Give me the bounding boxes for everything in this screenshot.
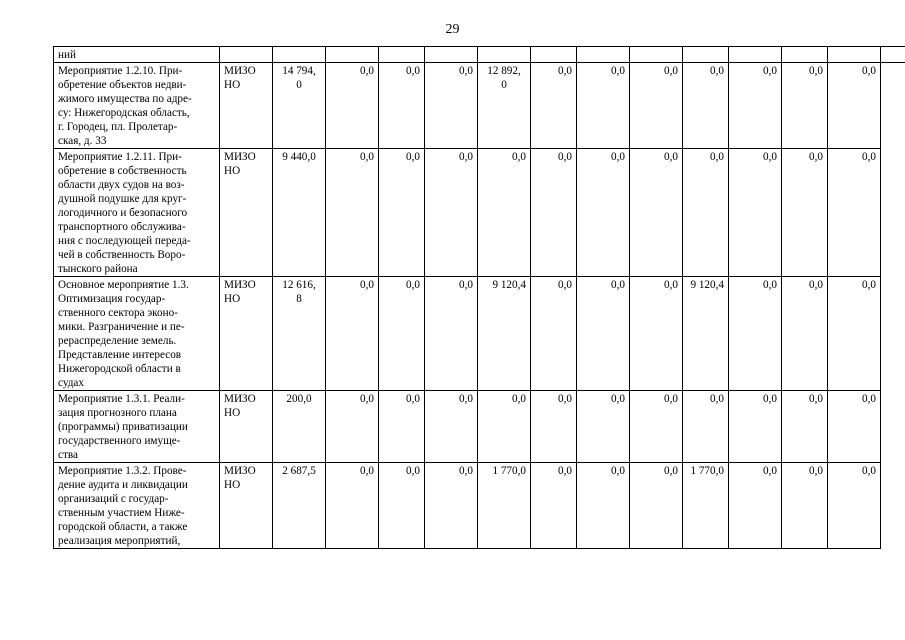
cell-line: 0,0 (459, 393, 473, 405)
table-row-continuation (54, 47, 905, 63)
value-cell (577, 391, 630, 463)
cell-line: 0,0 (809, 393, 823, 405)
cell-line: Мероприятие 1.3.2. Прове- (58, 465, 187, 477)
cell-line: реализация мероприятий, (58, 535, 181, 547)
value-cell (531, 149, 577, 277)
cell-line: 2 687,5 (282, 465, 316, 477)
empty-cell (478, 47, 531, 63)
cell-line: г. Городец, пл. Пролетар- (58, 121, 178, 133)
cell-line: 0,0 (763, 393, 777, 405)
value-cell (683, 63, 729, 149)
value-cell (729, 463, 782, 549)
activity-description (54, 277, 220, 391)
cell-line: 0,0 (763, 151, 777, 163)
value-cell (828, 149, 881, 277)
empty-cell (273, 47, 326, 63)
executor-cell (220, 63, 273, 149)
cell-line: ственного сектора эконо- (58, 307, 178, 319)
cell-line: ственным участием Ниже- (58, 507, 185, 519)
cell-line: ния с последующей переда- (58, 235, 191, 247)
empty-cell (828, 47, 881, 63)
value-cell (782, 391, 828, 463)
value-cell (828, 277, 881, 391)
value-cell (531, 391, 577, 463)
continuation-text: ний (54, 47, 220, 63)
cell-line: Нижегородской области в (58, 363, 181, 375)
cell-line: 0,0 (406, 465, 420, 477)
value-cell (729, 149, 782, 277)
value-cell (425, 463, 478, 549)
cell-line: 0,0 (664, 393, 678, 405)
cell-line: Мероприятие 1.2.11. При- (58, 151, 182, 163)
cell-line: 0,0 (809, 65, 823, 77)
total-cell (273, 149, 326, 277)
value-cell (782, 149, 828, 277)
cell-line: 8 (296, 293, 302, 305)
value-cell (478, 277, 531, 391)
table-row (54, 63, 905, 149)
cell-line: 0,0 (611, 393, 625, 405)
cell-line: 0,0 (664, 465, 678, 477)
value-cell (630, 391, 683, 463)
cell-line: 0,0 (558, 65, 572, 77)
value-cell (326, 149, 379, 277)
value-cell (782, 277, 828, 391)
cell-line: 0,0 (611, 65, 625, 77)
total-cell (273, 277, 326, 391)
cell-line: ская, д. 33 (58, 135, 107, 147)
cell-line: 0,0 (664, 279, 678, 291)
cell-line: Представление интересов (58, 349, 182, 361)
value-cell (478, 149, 531, 277)
cell-line: 0,0 (862, 393, 876, 405)
cell-line: 0,0 (459, 465, 473, 477)
cell-line: 0,0 (664, 65, 678, 77)
cell-line: 0,0 (710, 151, 724, 163)
cell-line: жимого имущества по адре- (58, 93, 192, 105)
value-cell (683, 391, 729, 463)
cell-line: 0,0 (710, 65, 724, 77)
empty-cell (326, 47, 379, 63)
cell-line: МИЗО (224, 151, 256, 163)
cell-line: обретение в собственность (58, 165, 187, 177)
page-number: 29 (445, 22, 460, 37)
cell-line: НО (224, 79, 241, 91)
cell-line: рераспределение земель. (58, 335, 177, 347)
cell-line: 0,0 (763, 465, 777, 477)
value-cell (531, 277, 577, 391)
cell-line: 0,0 (611, 465, 625, 477)
cell-line: Мероприятие 1.2.10. При- (58, 65, 183, 77)
cell-line: городской области, а также (58, 521, 188, 533)
cell-line: МИЗО (224, 465, 256, 477)
cell-line: 0 (296, 79, 302, 91)
cell-line: (программы) приватизации (58, 421, 188, 433)
cell-line: 0,0 (862, 65, 876, 77)
value-cell (683, 463, 729, 549)
activity-description (54, 391, 220, 463)
value-cell (828, 63, 881, 149)
empty-cell (425, 47, 478, 63)
cell-line: 12 616, (282, 279, 316, 291)
cell-line: 0,0 (360, 279, 374, 291)
cell-line: дение аудита и ликвидации (58, 479, 188, 491)
cell-line: 0,0 (558, 151, 572, 163)
value-cell (326, 463, 379, 549)
cell-line: душной подушке для круг- (58, 193, 187, 205)
cell-line: 0,0 (809, 279, 823, 291)
value-cell (379, 277, 425, 391)
cell-line: Оптимизация государ- (58, 293, 166, 305)
cell-line: 12 892, (487, 65, 521, 77)
table-row (54, 463, 905, 549)
cell-line: логодичного и безопасного (58, 207, 188, 219)
value-cell (425, 149, 478, 277)
cell-line: 0,0 (763, 65, 777, 77)
value-cell (326, 63, 379, 149)
value-cell (478, 63, 531, 149)
table-body (54, 47, 905, 549)
value-cell (828, 391, 881, 463)
value-cell (630, 463, 683, 549)
cell-line: Мероприятие 1.3.1. Реали- (58, 393, 185, 405)
cell-line: 0,0 (862, 279, 876, 291)
cell-line: 0,0 (512, 393, 526, 405)
value-cell (828, 463, 881, 549)
value-cell (630, 277, 683, 391)
value-cell (683, 149, 729, 277)
cell-line: области двух судов на воз- (58, 179, 185, 191)
cell-line: МИЗО (224, 279, 256, 291)
cell-line: НО (224, 479, 241, 491)
value-cell (577, 277, 630, 391)
cell-line: зация прогнозного плана (58, 407, 177, 419)
cell-line: 0,0 (710, 393, 724, 405)
table-row (54, 277, 905, 391)
cell-line: НО (224, 293, 241, 305)
cell-line: 14 794, (282, 65, 316, 77)
value-cell (478, 391, 531, 463)
value-cell (425, 277, 478, 391)
cell-line: 0,0 (459, 279, 473, 291)
cell-line: 0,0 (406, 393, 420, 405)
cell-line: мики. Разграничение и пе- (58, 321, 185, 333)
total-cell (273, 63, 326, 149)
cell-line: 200,0 (286, 393, 312, 405)
value-cell (379, 391, 425, 463)
value-cell (577, 63, 630, 149)
cell-line: 0,0 (558, 393, 572, 405)
cell-line: МИЗО (224, 393, 256, 405)
empty-cell (683, 47, 729, 63)
cell-line: 9 120,4 (690, 279, 724, 291)
value-cell (683, 277, 729, 391)
cell-line: МИЗО (224, 65, 256, 77)
value-cell (531, 463, 577, 549)
cell-line: организаций с государ- (58, 493, 169, 505)
cell-line: государственного имуще- (58, 435, 181, 447)
cell-line: 0,0 (459, 151, 473, 163)
cell-line: 0,0 (862, 465, 876, 477)
cell-line: чей в собственность Воро- (58, 249, 186, 261)
value-cell (729, 277, 782, 391)
value-cell (425, 63, 478, 149)
value-cell (729, 391, 782, 463)
cell-line: ства (58, 449, 78, 461)
cell-line: 0,0 (664, 151, 678, 163)
cell-line: 0,0 (360, 151, 374, 163)
total-cell (273, 463, 326, 549)
executor-cell (220, 463, 273, 549)
cell-line: 0,0 (360, 65, 374, 77)
value-cell (782, 63, 828, 149)
cell-line: 0,0 (512, 151, 526, 163)
cell-line: 0,0 (862, 151, 876, 163)
cell-line: 0 (501, 79, 507, 91)
cell-line: 0,0 (459, 65, 473, 77)
cell-line: 0,0 (809, 465, 823, 477)
budget-table (53, 46, 905, 549)
value-cell (326, 277, 379, 391)
empty-cell (379, 47, 425, 63)
activity-description (54, 149, 220, 277)
cell-line: 1 770,0 (690, 465, 724, 477)
cell-line: 1 770,0 (492, 465, 526, 477)
empty-cell (881, 47, 905, 63)
cell-line: 0,0 (406, 151, 420, 163)
value-cell (577, 149, 630, 277)
value-cell (379, 63, 425, 149)
value-cell (531, 63, 577, 149)
cell-line: тынского района (58, 263, 138, 275)
cell-line: 9 440,0 (282, 151, 316, 163)
table-row (54, 391, 905, 463)
executor-cell (220, 391, 273, 463)
value-cell (577, 463, 630, 549)
value-cell (729, 63, 782, 149)
empty-cell (220, 47, 273, 63)
cell-line: транспортного обслужива- (58, 221, 186, 233)
table-row (54, 149, 905, 277)
total-cell (273, 391, 326, 463)
cell-line: судах (58, 377, 84, 389)
value-cell (630, 63, 683, 149)
activity-description (54, 63, 220, 149)
value-cell (630, 149, 683, 277)
empty-cell (577, 47, 630, 63)
cell-line: 9 120,4 (492, 279, 526, 291)
cell-line: су: Нижегородская область, (58, 107, 190, 119)
empty-cell (729, 47, 782, 63)
value-cell (379, 463, 425, 549)
value-cell (326, 391, 379, 463)
executor-cell (220, 149, 273, 277)
value-cell (379, 149, 425, 277)
value-cell (425, 391, 478, 463)
executor-cell (220, 277, 273, 391)
activity-description (54, 463, 220, 549)
cell-line: 0,0 (611, 279, 625, 291)
cell-line: 0,0 (406, 65, 420, 77)
cell-line: 0,0 (763, 279, 777, 291)
cell-line: 0,0 (406, 279, 420, 291)
cell-line: Основное мероприятие 1.3. (58, 279, 189, 291)
value-cell (478, 463, 531, 549)
value-cell (782, 463, 828, 549)
cell-line: 0,0 (611, 151, 625, 163)
empty-cell (630, 47, 683, 63)
cell-line: 0,0 (558, 279, 572, 291)
empty-cell (782, 47, 828, 63)
cell-line: НО (224, 407, 241, 419)
cell-line: 0,0 (360, 465, 374, 477)
cell-line: НО (224, 165, 241, 177)
cell-line: 0,0 (558, 465, 572, 477)
empty-cell (531, 47, 577, 63)
cell-line: обретение объектов недви- (58, 79, 187, 91)
cell-line: 0,0 (360, 393, 374, 405)
cell-line: 0,0 (809, 151, 823, 163)
